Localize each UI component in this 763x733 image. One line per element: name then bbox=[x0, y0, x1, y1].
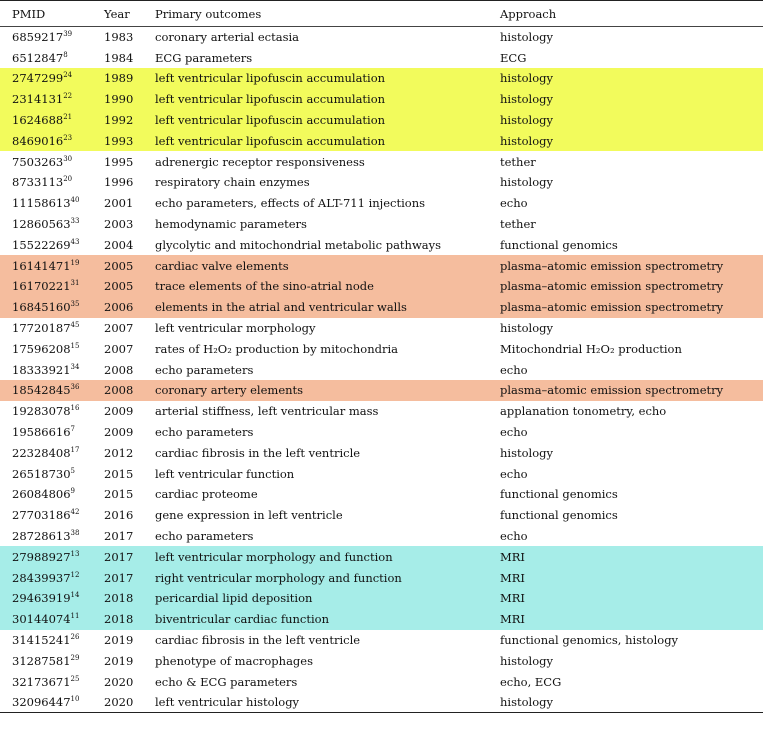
pmid-value: 31287581 bbox=[12, 653, 71, 668]
year-cell: 2008 bbox=[104, 362, 134, 377]
pmid-cell bbox=[0, 297, 104, 318]
pmid-value: 31415241 bbox=[12, 633, 71, 647]
primary-outcome-cell: coronary arterial ectasia bbox=[155, 30, 300, 45]
year-cell: 1992 bbox=[104, 110, 155, 131]
reference-number: 31 bbox=[70, 279, 80, 288]
approach-cell: MRI bbox=[500, 588, 763, 609]
year-cell: 2005 bbox=[104, 276, 155, 297]
primary-outcome-cell: biventricular cardiac function bbox=[155, 609, 500, 630]
table-row bbox=[0, 484, 763, 505]
approach-cell: ECG bbox=[500, 50, 527, 65]
reference-number: 33 bbox=[70, 217, 80, 226]
header-year: Year bbox=[104, 1, 155, 27]
approach-cell: MRI bbox=[500, 546, 763, 567]
pmid-cell bbox=[0, 630, 104, 651]
pmid-cell bbox=[0, 130, 104, 151]
primary-outcome-cell: adrenergic receptor responsiveness bbox=[155, 154, 365, 169]
pmid-cell bbox=[0, 318, 104, 339]
primary-outcome-cell: echo parameters bbox=[155, 529, 254, 544]
table-row bbox=[0, 318, 763, 339]
pmid-cell bbox=[0, 234, 104, 255]
pmid-value: 6859217 bbox=[12, 30, 64, 45]
pmid-value: 2747299 bbox=[12, 71, 64, 86]
approach-cell: functional genomics, histology bbox=[500, 633, 679, 647]
pmid-cell bbox=[0, 255, 104, 276]
year-cell: 1984 bbox=[104, 50, 134, 65]
table-row bbox=[0, 505, 763, 526]
pmid-value: 16170221 bbox=[12, 279, 71, 294]
table-row bbox=[0, 692, 763, 713]
year-cell: 2007 bbox=[104, 341, 134, 356]
approach-cell: histology bbox=[500, 68, 763, 89]
approach-cell: histology bbox=[500, 130, 763, 151]
pmid-value: 7503263 bbox=[12, 154, 64, 169]
pmid-value: 32173671 bbox=[12, 674, 71, 689]
reference-number: 8 bbox=[63, 50, 68, 59]
pmid-value: 18542845 bbox=[12, 383, 71, 398]
primary-outcome-cell: echo parameters bbox=[155, 425, 254, 440]
year-cell: 2017 bbox=[104, 529, 134, 544]
approach-cell: functional genomics bbox=[500, 508, 618, 523]
reference-number: 11 bbox=[70, 612, 80, 621]
pmid-value: 8733113 bbox=[12, 175, 64, 190]
reference-number: 13 bbox=[70, 549, 80, 558]
pmid-value: 22328408 bbox=[12, 445, 71, 460]
table-body bbox=[0, 27, 763, 713]
table-row bbox=[0, 172, 763, 193]
pmid-cell bbox=[0, 193, 104, 214]
table-row bbox=[0, 609, 763, 630]
pmid-cell bbox=[0, 526, 104, 547]
approach-cell: echo bbox=[500, 466, 528, 481]
approach-cell: plasma–atomic emission spectrometry bbox=[500, 276, 763, 297]
pmid-cell bbox=[0, 505, 104, 526]
pmid-cell bbox=[0, 442, 104, 463]
pmid-value: 17720187 bbox=[12, 321, 71, 336]
year-cell: 2019 bbox=[104, 653, 134, 668]
primary-outcome-cell: trace elements of the sino-atrial node bbox=[155, 276, 500, 297]
pmid-cell bbox=[0, 484, 104, 505]
reference-number: 30 bbox=[63, 154, 73, 163]
approach-cell: plasma–atomic emission spectrometry bbox=[500, 380, 763, 401]
reference-number: 21 bbox=[63, 113, 73, 122]
primary-outcome-cell: left ventricular lipofuscin accumulation bbox=[155, 89, 500, 110]
approach-cell: histology bbox=[500, 445, 553, 460]
reference-number: 9 bbox=[70, 487, 76, 496]
primary-outcome-cell: cardiac fibrosis in the left ventricle bbox=[155, 445, 361, 460]
approach-cell: Mitochondrial H₂O₂ production bbox=[500, 341, 682, 356]
pmid-cell bbox=[0, 27, 104, 48]
year-cell: 2017 bbox=[104, 546, 155, 567]
primary-outcome-cell: ECG parameters bbox=[155, 50, 253, 65]
primary-outcome-cell: left ventricular lipofuscin accumulation bbox=[155, 110, 500, 131]
primary-outcome-cell: cardiac valve elements bbox=[155, 255, 500, 276]
primary-outcome-cell: gene expression in left ventricle bbox=[155, 508, 343, 523]
primary-outcome-cell: echo & ECG parameters bbox=[155, 674, 298, 689]
primary-outcome-cell: rates of H₂O₂ production by mitochondria bbox=[155, 341, 398, 356]
approach-cell: functional genomics bbox=[500, 487, 618, 502]
year-cell: 2016 bbox=[104, 508, 134, 523]
year-cell: 2006 bbox=[104, 297, 155, 318]
pmid-value: 27703186 bbox=[12, 508, 71, 523]
approach-cell: plasma–atomic emission spectrometry bbox=[500, 255, 763, 276]
reference-number: 14 bbox=[70, 591, 80, 600]
primary-outcome-cell: left ventricular morphology and function bbox=[155, 546, 500, 567]
table-row bbox=[0, 89, 763, 110]
pmid-value: 28439937 bbox=[12, 570, 71, 585]
approach-cell: histology bbox=[500, 692, 763, 713]
table-row bbox=[0, 650, 763, 671]
reference-number: 16 bbox=[70, 404, 80, 413]
pmid-cell bbox=[0, 671, 104, 692]
approach-cell: histology bbox=[500, 110, 763, 131]
year-cell: 2001 bbox=[104, 196, 134, 211]
year-cell: 2018 bbox=[104, 609, 155, 630]
table-row bbox=[0, 27, 763, 48]
table-row bbox=[0, 276, 763, 297]
year-cell: 2012 bbox=[104, 445, 134, 460]
reference-number: 22 bbox=[63, 92, 73, 101]
pmid-value: 29463919 bbox=[12, 591, 71, 606]
header-approach: Approach bbox=[500, 1, 763, 27]
reference-number: 23 bbox=[63, 134, 73, 143]
approach-cell: histology bbox=[500, 175, 553, 190]
table-header bbox=[0, 1, 763, 27]
pmid-cell bbox=[0, 276, 104, 297]
pmid-value: 26518730 bbox=[12, 466, 71, 481]
year-cell: 2017 bbox=[104, 567, 155, 588]
pmid-value: 6512847 bbox=[12, 50, 64, 65]
reference-number: 15 bbox=[70, 342, 80, 351]
reference-number: 25 bbox=[70, 674, 80, 683]
year-cell: 2009 bbox=[104, 404, 134, 419]
primary-outcome-cell: phenotype of macrophages bbox=[155, 653, 313, 668]
table-row bbox=[0, 214, 763, 235]
table-row bbox=[0, 630, 763, 651]
reference-number: 20 bbox=[63, 175, 73, 184]
primary-outcome-cell: left ventricular lipofuscin accumulation bbox=[155, 130, 500, 151]
year-cell: 2005 bbox=[104, 255, 155, 276]
pmid-cell bbox=[0, 380, 104, 401]
reference-number: 26 bbox=[70, 633, 80, 642]
pmid-value: 19586616 bbox=[12, 425, 71, 440]
reference-number: 36 bbox=[70, 383, 80, 392]
table-row bbox=[0, 255, 763, 276]
table-row bbox=[0, 401, 763, 422]
primary-outcome-cell: echo parameters, effects of ALT-711 injections bbox=[155, 196, 425, 211]
table-row bbox=[0, 110, 763, 131]
year-cell: 2008 bbox=[104, 380, 155, 401]
table-row bbox=[0, 526, 763, 547]
primary-outcome-cell: arterial stiffness, left ventricular mass bbox=[155, 404, 379, 419]
reference-number: 35 bbox=[70, 300, 80, 309]
pmid-value: 30144074 bbox=[12, 612, 71, 627]
approach-cell: functional genomics bbox=[500, 237, 618, 252]
pmid-value: 27988927 bbox=[12, 549, 71, 564]
pmid-cell bbox=[0, 546, 104, 567]
approach-cell: histology bbox=[500, 30, 553, 45]
approach-cell: tether bbox=[500, 217, 536, 232]
approach-cell: MRI bbox=[500, 609, 763, 630]
year-cell: 2020 bbox=[104, 674, 134, 689]
pmid-value: 16845160 bbox=[12, 300, 71, 315]
primary-outcome-cell: coronary artery elements bbox=[155, 380, 500, 401]
header-row bbox=[0, 1, 763, 27]
year-cell: 2020 bbox=[104, 692, 155, 713]
approach-cell: histology bbox=[500, 321, 553, 336]
pmid-cell bbox=[0, 89, 104, 110]
year-cell: 1993 bbox=[104, 130, 155, 151]
pmid-cell bbox=[0, 338, 104, 359]
year-cell: 2007 bbox=[104, 321, 134, 336]
reference-number: 42 bbox=[70, 508, 80, 517]
reference-number: 19 bbox=[70, 258, 80, 267]
pmid-cell bbox=[0, 650, 104, 671]
year-cell: 2015 bbox=[104, 466, 134, 481]
primary-outcome-cell: respiratory chain enzymes bbox=[155, 175, 310, 190]
year-cell: 1996 bbox=[104, 175, 134, 190]
table-row bbox=[0, 297, 763, 318]
approach-cell: echo bbox=[500, 196, 528, 211]
pmid-cell bbox=[0, 567, 104, 588]
reference-number: 24 bbox=[63, 71, 73, 80]
header-pmid: PMID bbox=[0, 1, 104, 27]
table-row bbox=[0, 47, 763, 68]
approach-cell: histology bbox=[500, 653, 553, 668]
primary-outcome-cell: echo parameters bbox=[155, 362, 254, 377]
primary-outcome-cell: elements in the atrial and ventricular walls bbox=[155, 297, 500, 318]
reference-number: 40 bbox=[70, 196, 80, 205]
year-cell: 2015 bbox=[104, 487, 134, 502]
pmid-value: 8469016 bbox=[12, 133, 64, 148]
table-row bbox=[0, 338, 763, 359]
primary-outcome-cell: left ventricular morphology bbox=[155, 321, 316, 336]
approach-cell: tether bbox=[500, 154, 536, 169]
pmid-cell bbox=[0, 151, 104, 172]
table-row bbox=[0, 671, 763, 692]
year-cell: 1990 bbox=[104, 89, 155, 110]
reference-number: 17 bbox=[70, 446, 80, 454]
pmid-cell bbox=[0, 609, 104, 630]
table-row bbox=[0, 442, 763, 463]
reference-number: 34 bbox=[70, 362, 80, 371]
reference-number: 29 bbox=[70, 653, 80, 662]
primary-outcome-cell: left ventricular lipofuscin accumulation bbox=[155, 68, 500, 89]
approach-cell: echo bbox=[500, 529, 528, 544]
year-cell: 1995 bbox=[104, 154, 134, 169]
reference-number: 38 bbox=[70, 529, 80, 538]
pmid-cell bbox=[0, 359, 104, 380]
pmid-cell bbox=[0, 172, 104, 193]
year-cell: 2003 bbox=[104, 217, 134, 232]
approach-cell: plasma–atomic emission spectrometry bbox=[500, 297, 763, 318]
pmid-value: 15522269 bbox=[12, 237, 71, 252]
pmid-cell bbox=[0, 110, 104, 131]
reference-number: 10 bbox=[70, 695, 80, 704]
approach-cell: echo bbox=[500, 425, 528, 440]
pmid-cell bbox=[0, 463, 104, 484]
primary-outcome-cell: glycolytic and mitochondrial metabolic pathways bbox=[155, 237, 442, 252]
reference-number: 5 bbox=[70, 466, 76, 475]
pmid-cell bbox=[0, 214, 104, 235]
primary-outcome-cell: cardiac proteome bbox=[155, 487, 258, 502]
table-row bbox=[0, 588, 763, 609]
header-primary-outcomes: Primary outcomes bbox=[155, 1, 500, 27]
pmid-cell bbox=[0, 692, 104, 713]
pmid-value: 19283078 bbox=[12, 404, 71, 419]
primary-outcome-cell: left ventricular histology bbox=[155, 692, 500, 713]
reference-number: 43 bbox=[70, 238, 80, 247]
year-cell: 2019 bbox=[104, 633, 134, 647]
pmid-cell bbox=[0, 68, 104, 89]
approach-cell: MRI bbox=[500, 567, 763, 588]
approach-cell: applanation tonometry, echo bbox=[500, 404, 667, 419]
pmid-value: 26084806 bbox=[12, 487, 71, 502]
primary-outcome-cell: cardiac fibrosis in the left ventricle bbox=[155, 633, 361, 647]
pmid-value: 17596208 bbox=[12, 341, 71, 356]
year-cell: 2009 bbox=[104, 425, 134, 440]
primary-outcome-cell: hemodynamic parameters bbox=[155, 217, 307, 232]
year-cell: 2004 bbox=[104, 237, 134, 252]
year-cell: 1983 bbox=[104, 30, 134, 45]
pmid-value: 1624688 bbox=[12, 113, 64, 128]
table-row bbox=[0, 68, 763, 89]
pmid-value: 28728613 bbox=[12, 529, 71, 544]
pmid-value: 18333921 bbox=[12, 362, 71, 377]
reference-number: 7 bbox=[70, 425, 76, 434]
reference-number: 39 bbox=[63, 30, 73, 39]
primary-outcome-cell: right ventricular morphology and function bbox=[155, 567, 500, 588]
pmid-value: 11158613 bbox=[12, 196, 71, 211]
pmid-cell bbox=[0, 422, 104, 443]
reference-number: 12 bbox=[70, 570, 80, 579]
reference-number: 45 bbox=[70, 321, 80, 330]
table-row bbox=[0, 359, 763, 380]
primary-outcome-cell: pericardial lipid deposition bbox=[155, 588, 500, 609]
pmid-cell bbox=[0, 588, 104, 609]
table-row bbox=[0, 567, 763, 588]
approach-cell: echo bbox=[500, 362, 528, 377]
approach-cell: histology bbox=[500, 89, 763, 110]
pmid-value: 32096447 bbox=[12, 695, 71, 710]
table-row bbox=[0, 546, 763, 567]
approach-cell: echo, ECG bbox=[500, 674, 562, 689]
table-row bbox=[0, 463, 763, 484]
pmid-value: 16141471 bbox=[12, 258, 71, 273]
table-row bbox=[0, 193, 763, 214]
pmid-cell bbox=[0, 401, 104, 422]
pmid-value: 2314131 bbox=[12, 92, 64, 107]
primary-outcome-cell: left ventricular function bbox=[155, 466, 295, 481]
table-row bbox=[0, 422, 763, 443]
year-cell: 1989 bbox=[104, 68, 155, 89]
table-row bbox=[0, 234, 763, 255]
table-row bbox=[0, 151, 763, 172]
year-cell: 2018 bbox=[104, 588, 155, 609]
table-row bbox=[0, 380, 763, 401]
pmid-value: 12860563 bbox=[12, 217, 71, 232]
pmid-cell bbox=[0, 47, 104, 68]
table-row bbox=[0, 130, 763, 151]
